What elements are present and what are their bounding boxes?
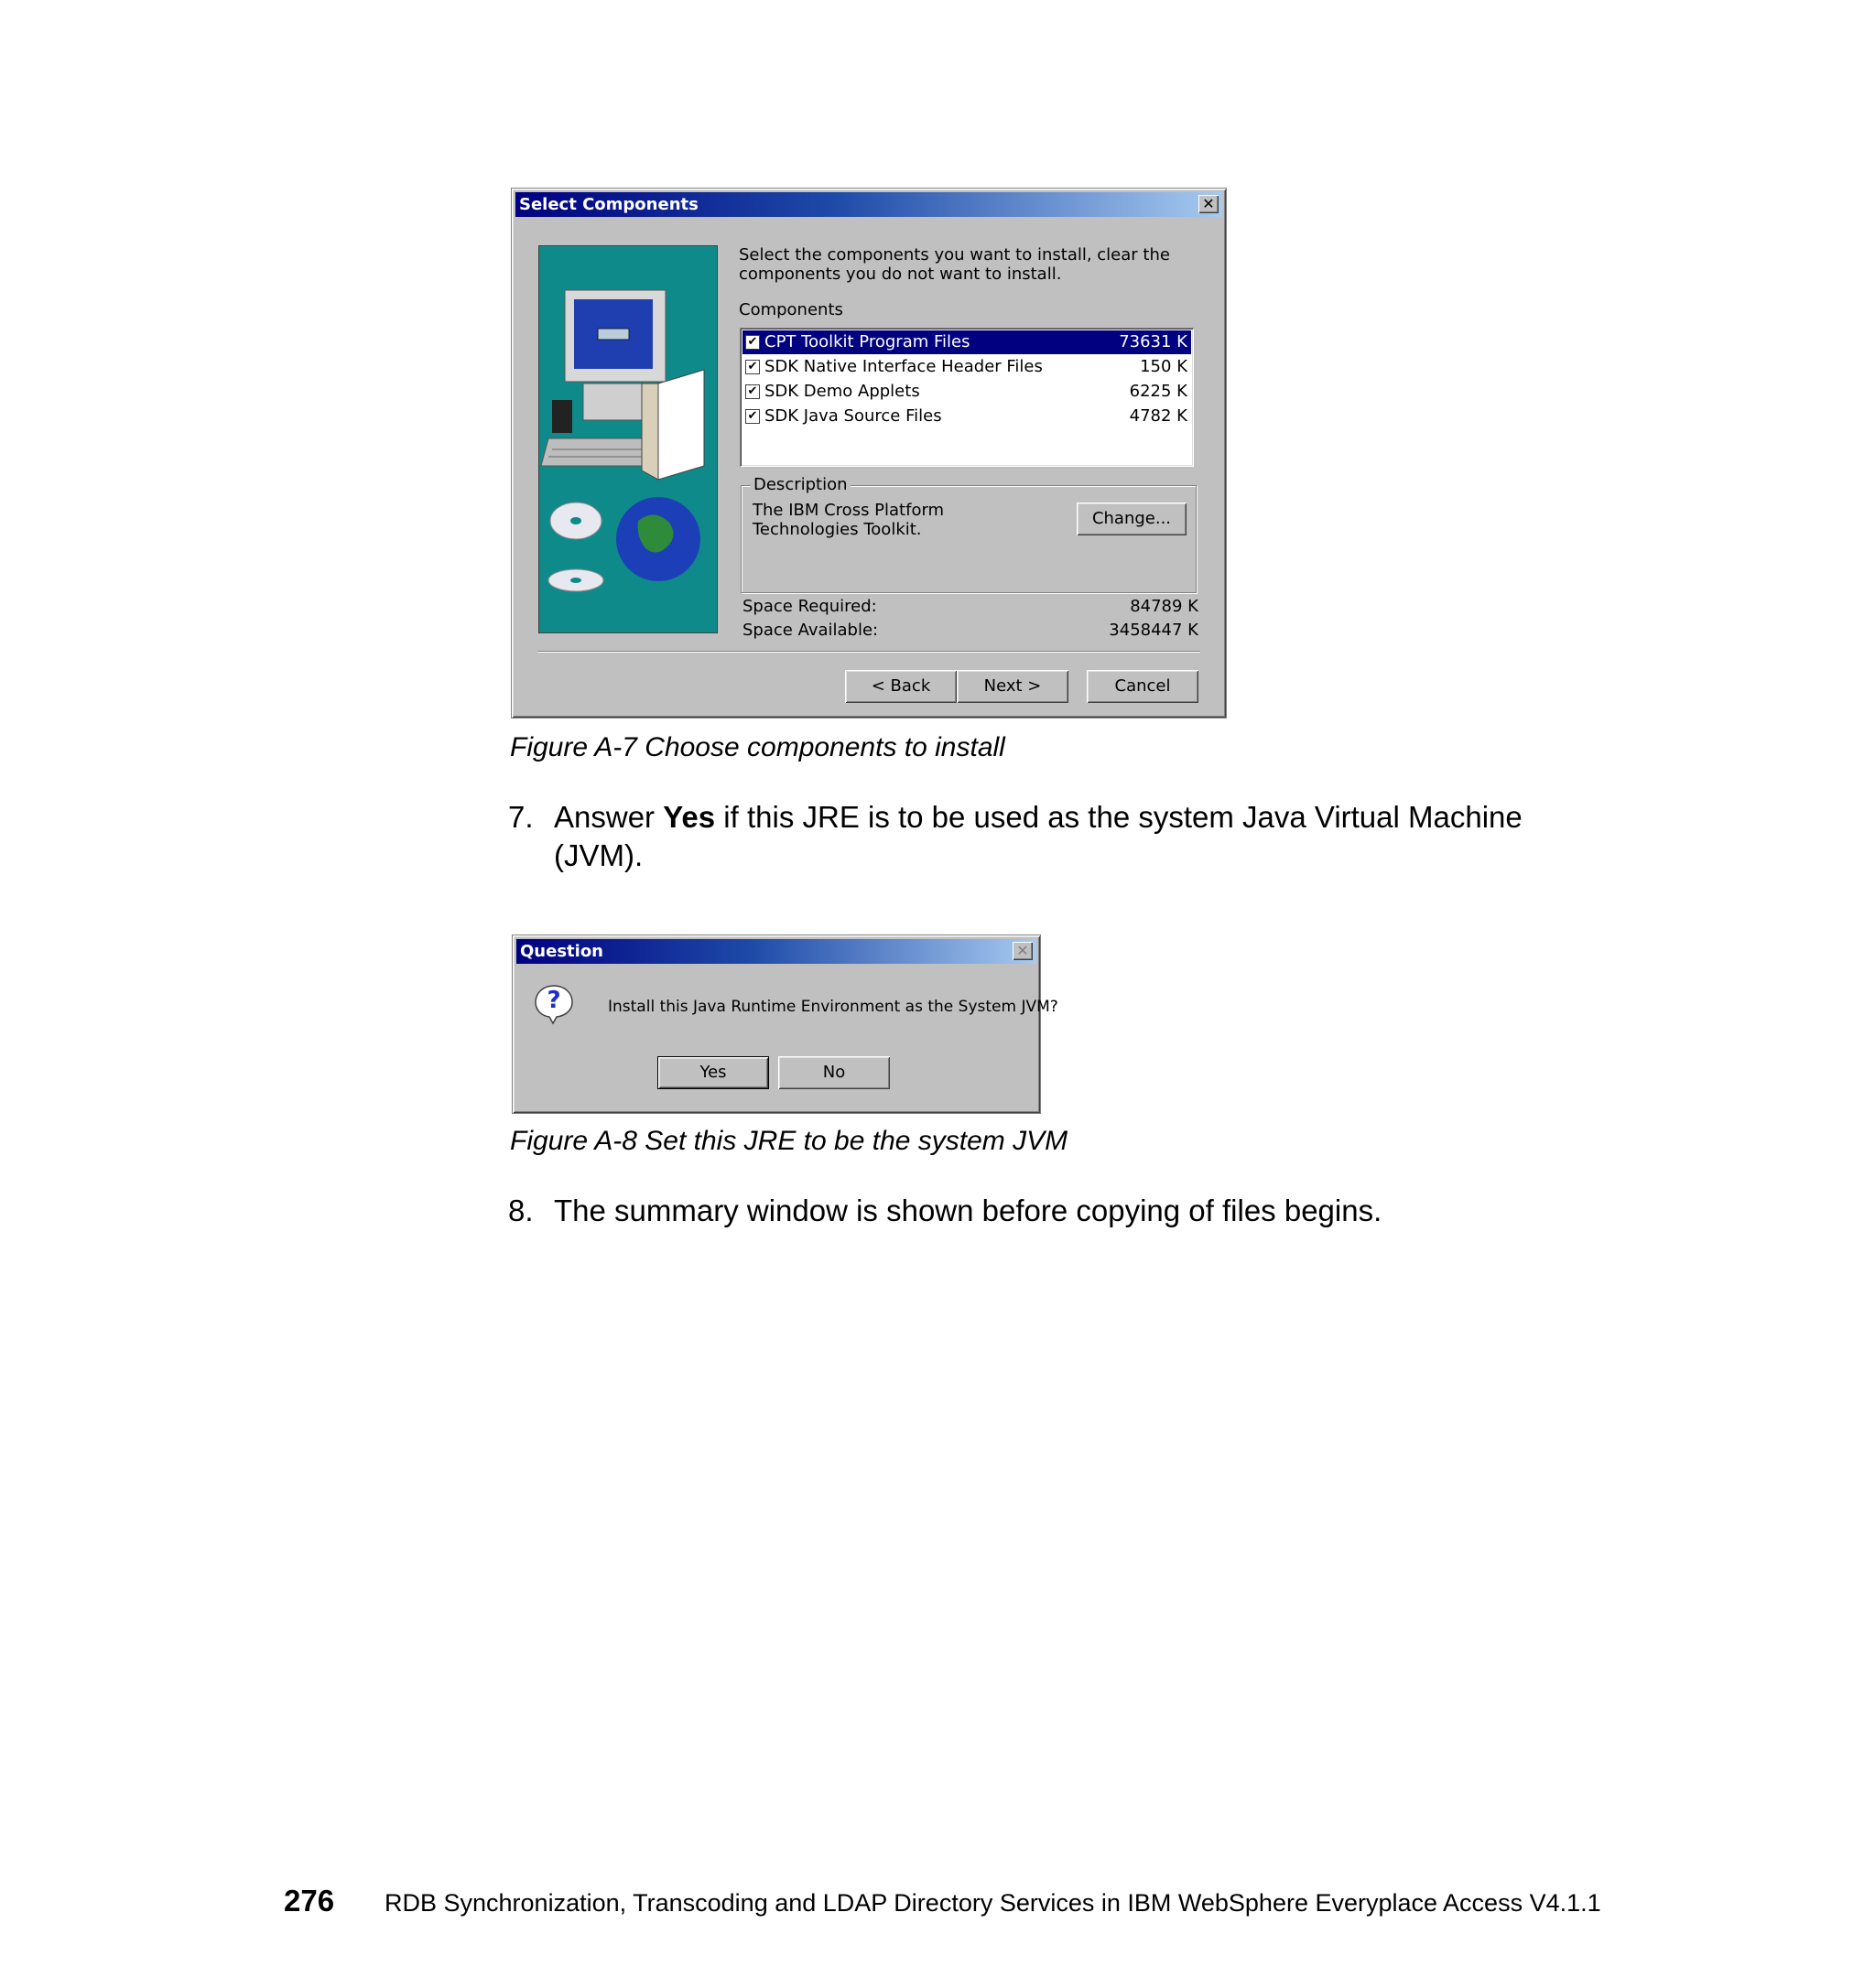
no-button[interactable]: No [778,1056,890,1089]
cancel-button[interactable]: Cancel [1087,670,1198,703]
space-available-value: 3458447 K [1109,621,1198,640]
step-7-text-before: Answer [554,800,664,834]
book-title: RDB Synchronization, Transcoding and LDAP Directory Services in IBM WebSphere Everyplace Access V4.1.1 [385,1889,1601,1917]
checkbox[interactable]: ✔ [745,384,760,399]
component-name: SDK Java Source Files [764,406,942,426]
dialog-title: Select Components [519,195,699,214]
space-required-value: 84789 K [1130,597,1198,616]
components-label: Components [739,300,843,319]
change-button[interactable]: Change... [1077,502,1187,535]
close-icon[interactable]: ✕ [1198,195,1219,213]
figure-a8-caption: Figure A-8 Set this JRE to be the system JVM [510,1126,1068,1156]
dialog-title-bar[interactable] [516,939,1036,964]
next-button[interactable]: Next > [957,670,1068,703]
step-7-number: 7. [508,800,534,834]
space-required-label: Space Required: [742,597,877,616]
description-text: The IBM Cross Platform Technologies Toolkit. [753,501,945,539]
component-size: 73631 K [1119,332,1187,351]
checkbox[interactable]: ✔ [745,409,760,424]
component-name: CPT Toolkit Program Files [764,332,970,351]
checkbox[interactable]: ✔ [745,360,760,374]
list-item[interactable] [742,355,1191,379]
close-icon[interactable]: ✕ [1013,942,1033,960]
yes-button[interactable]: Yes [657,1056,769,1089]
instructions-text: Select the components you want to install, clear the components you do not want to install. [739,245,1170,284]
list-item[interactable] [742,380,1191,404]
installer-illustration [538,245,718,633]
component-size: 6225 K [1129,382,1187,401]
component-name: SDK Demo Applets [764,382,920,401]
description-group [741,475,1197,593]
dialog-title: Question [520,942,603,961]
step-8-number: 8. [508,1194,534,1227]
page-number: 276 [284,1884,335,1918]
separator [537,651,1200,653]
figure-a7-caption: Figure A-7 Choose components to install [510,732,1005,762]
component-size: 150 K [1140,357,1187,376]
question-message: Install this Java Runtime Environment as the System JVM? [608,998,1058,1016]
dialog-title-bar[interactable] [515,192,1222,217]
question-dialog [512,935,1058,1114]
question-icon: ? [533,983,575,1025]
checkbox[interactable]: ✔ [745,335,760,350]
step-8-text: The summary window is shown before copying of files begins. [554,1194,1382,1227]
list-item[interactable] [742,405,1191,428]
description-label: Description [751,475,851,494]
step-7-text-after: if this JRE is to be used as the system Java Virtual Machine (JVM). [554,800,1523,872]
list-item[interactable] [742,330,1191,354]
select-components-dialog [511,188,1227,718]
components-list[interactable] [740,328,1194,467]
component-name: SDK Native Interface Header Files [764,357,1043,376]
back-button[interactable]: < Back [845,670,957,703]
computer-globe-icon [539,246,717,632]
space-available-label: Space Available: [742,621,879,640]
component-size: 4782 K [1129,406,1187,426]
step-7-bold: Yes [663,800,716,834]
